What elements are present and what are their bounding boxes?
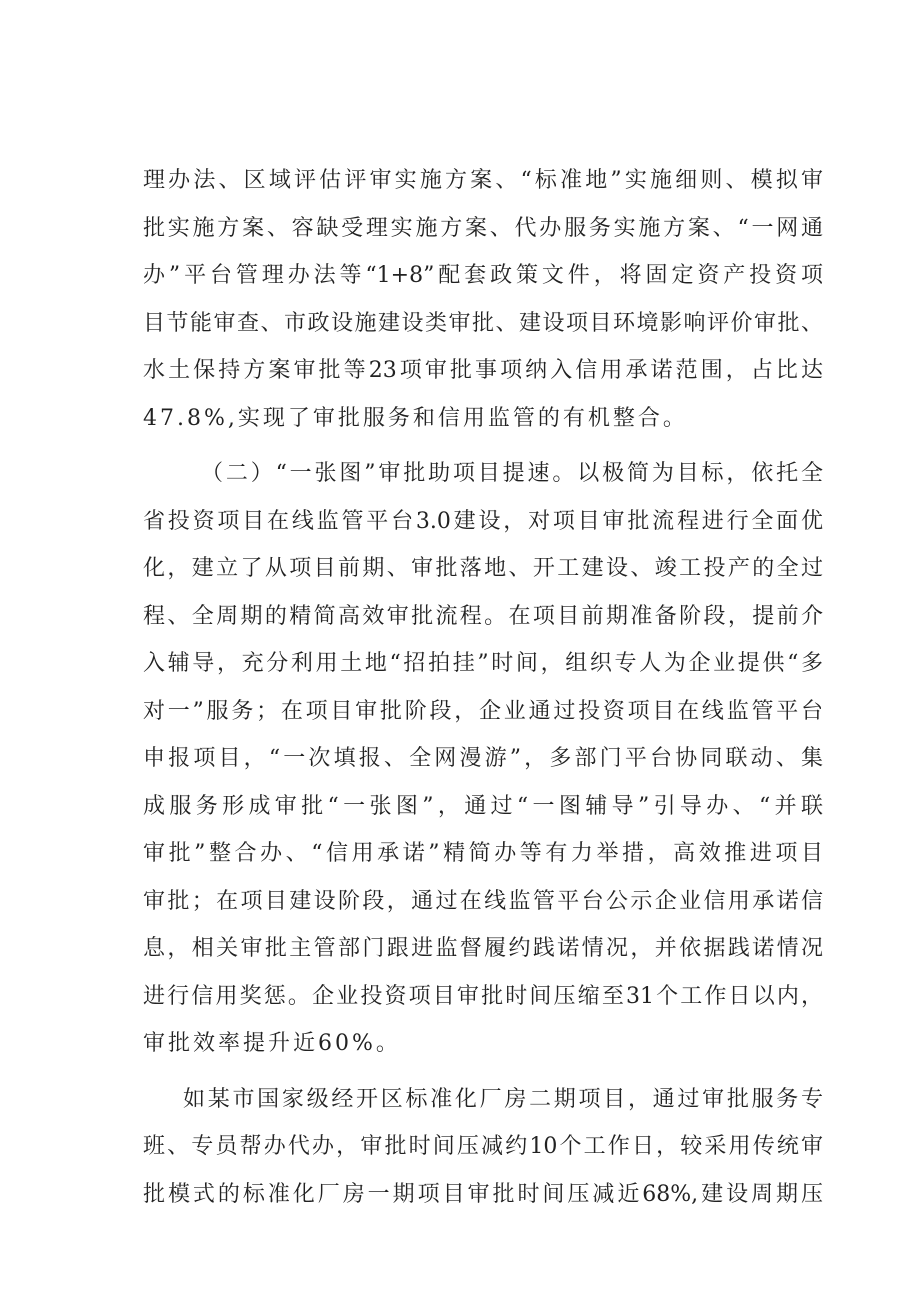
- text-line: 对一”服务；在项目审批阶段，企业通过投资项目在线监管平台: [143, 698, 823, 724]
- text-line: 程、全周期的精简高效审批流程。在项目前期准备阶段，提前介: [143, 603, 823, 629]
- paragraph-example-project: [143, 1076, 823, 1219]
- text-line: 进行信用奖惩。企业投资项目审批时间压缩至31个工作日以内，: [143, 983, 823, 1009]
- text-line: 入辅导，充分利用土地“招拍挂”时间，组织专人为企业提供“多: [143, 651, 823, 676]
- text-line: 目节能审查、市政设施建设类审批、建设项目环境影响评价审批、: [143, 310, 823, 336]
- text-line: 审批；在项目建设阶段，通过在线监管平台公示企业信用承诺信: [143, 888, 823, 914]
- text-line: 47.8%,实现了审批服务和信用监管的有机整合。: [143, 405, 688, 431]
- text-line: 成服务形成审批“一张图”，通过“一图辅导”引导办、“并联: [143, 793, 823, 819]
- text-line: 如某市国家级经开区标准化厂房二期项目，通过审批服务专: [183, 1086, 823, 1112]
- text-line: 批实施方案、容缺受理实施方案、代办服务实施方案、“一网通: [143, 215, 823, 241]
- text-line: 审批效率提升近60%。: [143, 1031, 401, 1056]
- text-line: 班、专员帮办代办，审批时间压减约10个工作日，较采用传统审: [143, 1134, 823, 1159]
- text-line: 审批”整合办、“信用承诺”精简办等有力举措，高效推进项目: [143, 841, 823, 866]
- text-line: 省投资项目在线监管平台3.0建设，对项目审批流程进行全面优: [143, 508, 823, 534]
- text-line: 化，建立了从项目前期、审批落地、开工建设、竣工投产的全过: [143, 556, 823, 581]
- text-line: 批模式的标准化厂房一期项目审批时间压减近68%,建设周期压: [143, 1181, 823, 1207]
- text-line: 申报项目，“一次填报、全网漫游”，多部门平台协同联动、集: [143, 746, 823, 771]
- paragraph-approval-integration: [143, 157, 823, 442]
- section-heading-line: （二）“一张图”审批助项目提速。以极简为目标，依托全: [201, 461, 823, 486]
- paragraph-one-map-approval: [143, 450, 823, 1068]
- text-line: 理办法、区域评估评审实施方案、“标准地”实施细则、模拟审: [143, 168, 823, 193]
- text-line: 息，相关审批主管部门跟进监督履约践诺情况，并依据践诺情况: [143, 936, 823, 961]
- text-line: 水土保持方案审批等23项审批事项纳入信用承诺范围，占比达: [143, 358, 823, 383]
- text-line: 办”平台管理办法等“1+8”配套政策文件，将固定资产投资项: [143, 263, 823, 288]
- document-page: [143, 157, 823, 1218]
